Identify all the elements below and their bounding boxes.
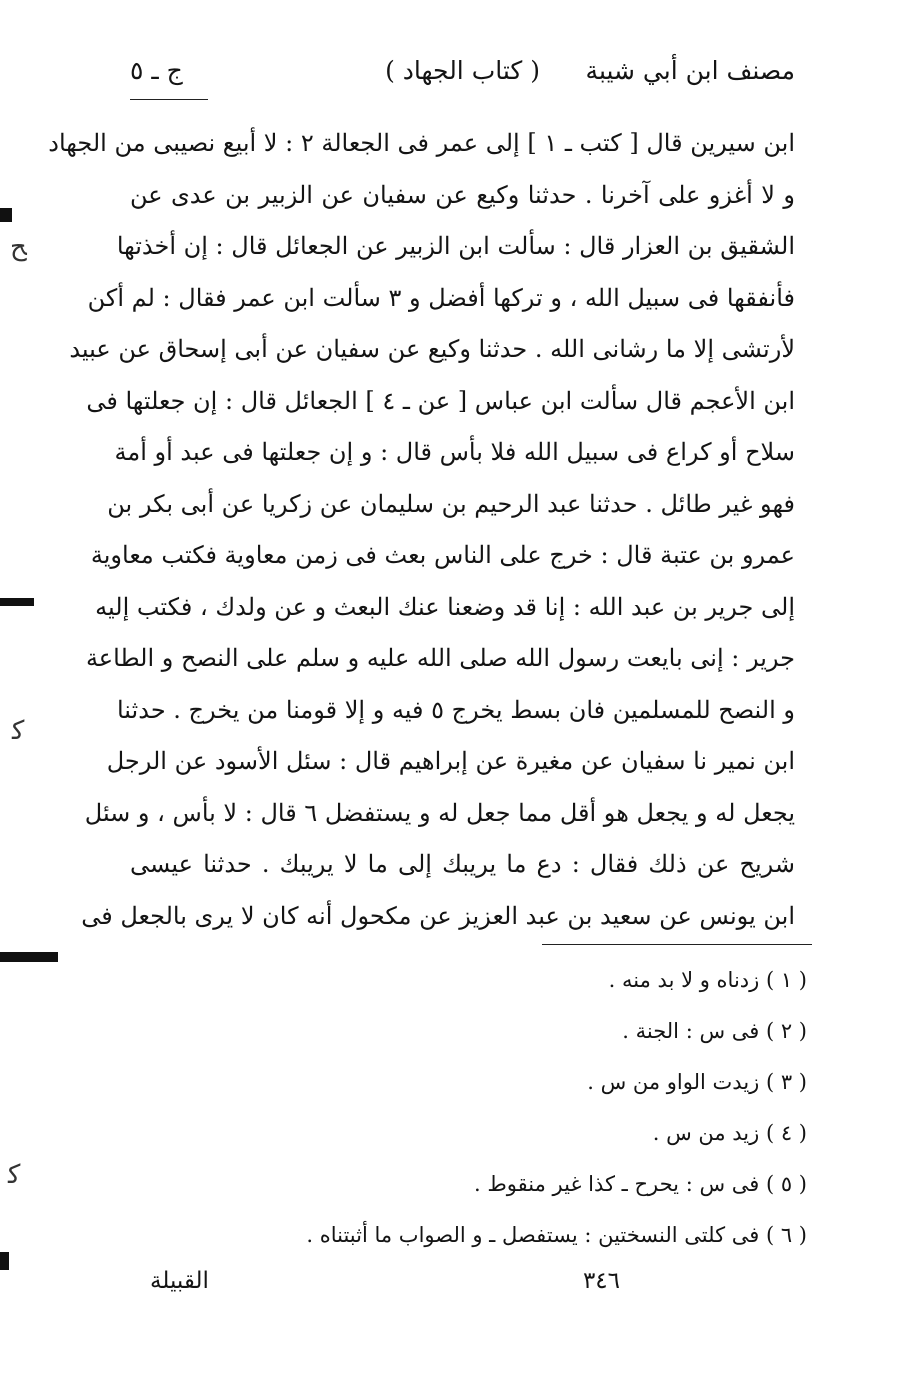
text-line: فأنفقها فى سبيل الله ، و تركها أفضل و ٣ سألت ابن عمر فقال : لم أكن xyxy=(87,283,795,312)
text-line: و لا أغزو على آخرنا . حدثنا وكيع عن سفيان عن الزبير بن عدى عن xyxy=(130,180,795,209)
margin-glyph-mark: ﺢ xyxy=(10,232,27,262)
footnote: ( ٦ ) فى كلتى النسختين : يستفصل ـ و الصواب ما أثبتناه . xyxy=(306,1223,807,1247)
text-line: ابن سيرين قال [ كتب ـ ١ ] إلى عمر فى الجعالة ٢ : لا أبيع نصيبى من الجهاد xyxy=(48,129,795,157)
text-line: جرير : إنى بايعت رسول الله صلى الله عليه و سلم على النصح و الطاعة xyxy=(85,644,795,672)
text-line: سلاح أو كراع فى سبيل الله فلا بأس قال : و إن جعلتها فى عبد أو أمة xyxy=(114,438,795,466)
page-number: ٣٤٦ xyxy=(582,1268,620,1294)
text-line: يجعل له و يجعل هو أقل مما جعل له و يستفضل ٦ قال : لا بأس ، و سئل xyxy=(84,798,795,827)
header-rule xyxy=(130,99,208,100)
chapter-title: ( كتاب الجهاد ) xyxy=(385,56,540,85)
text-line: لأرتشى إلا ما رشانى الله . حدثنا وكيع عن سفيان عن أبى إسحاق عن عبيد xyxy=(69,335,795,363)
text-line: الشقيق بن العزار قال : سألت ابن الزبير عن الجعائل قال : إن أخذتها xyxy=(116,232,795,260)
text-line: إلى جرير بن عبد الله : إنا قد وضعنا عنك البعث و عن ولدك ، فكتب إليه xyxy=(95,592,795,621)
footnote: ( ١ ) زدناه و لا بد منه . xyxy=(608,968,807,992)
printer-signature: القبيلة xyxy=(150,1268,209,1294)
text-line: فهو غير طائل . حدثنا عبد الرحيم بن سليمان عن زكريا عن أبى بكر بن xyxy=(107,489,795,518)
margin-glyph-mark: ﻛ xyxy=(8,1160,21,1190)
margin-glyph-mark: ﻛ xyxy=(12,716,25,746)
scan-mark xyxy=(0,952,58,962)
volume-number: ج ـ ٥ xyxy=(130,56,183,85)
footnotes xyxy=(307,955,807,1261)
page-footer xyxy=(150,1268,620,1308)
footnote-rule xyxy=(542,944,812,945)
text-line: شريح عن ذلك فقال : دع ما يريبك إلى ما لا يريبك . حدثنا عيسى xyxy=(130,850,795,878)
text-line: ابن نمير نا سفيان عن مغيرة عن إبراهيم قال : سئل الأسود عن الرجل xyxy=(106,747,795,775)
footnote: ( ٤ ) زيد من س . xyxy=(652,1121,807,1145)
main-text xyxy=(48,118,795,942)
text-line: عمرو بن عتبة قال : خرج على الناس بعث فى زمن معاوية فكتب معاوية xyxy=(90,541,795,569)
footnote: ( ٢ ) فى س : الجنة . xyxy=(622,1019,807,1043)
text-line: و النصح للمسلمين فان بسط يخرج ٥ فيه و إلا قومنا من يخرج . حدثنا xyxy=(116,695,795,724)
scan-mark xyxy=(0,598,34,606)
text-line: ابن الأعجم قال سألت ابن عباس [ عن ـ ٤ ] الجعائل قال : إن جعلتها فى xyxy=(86,386,795,415)
footnote: ( ٣ ) زيدت الواو من س . xyxy=(587,1070,807,1094)
book-title: مصنف ابن أبي شيبة xyxy=(585,56,795,85)
scan-mark xyxy=(0,208,12,222)
text-line: ابن يونس عن سعيد بن عبد العزيز عن مكحول أنه كان لا يرى بالجعل فى xyxy=(81,901,795,930)
footnote: ( ٥ ) فى س : يحرح ـ كذا غير منقوط . xyxy=(474,1172,807,1196)
scan-mark xyxy=(0,1252,9,1270)
running-header xyxy=(130,52,795,92)
